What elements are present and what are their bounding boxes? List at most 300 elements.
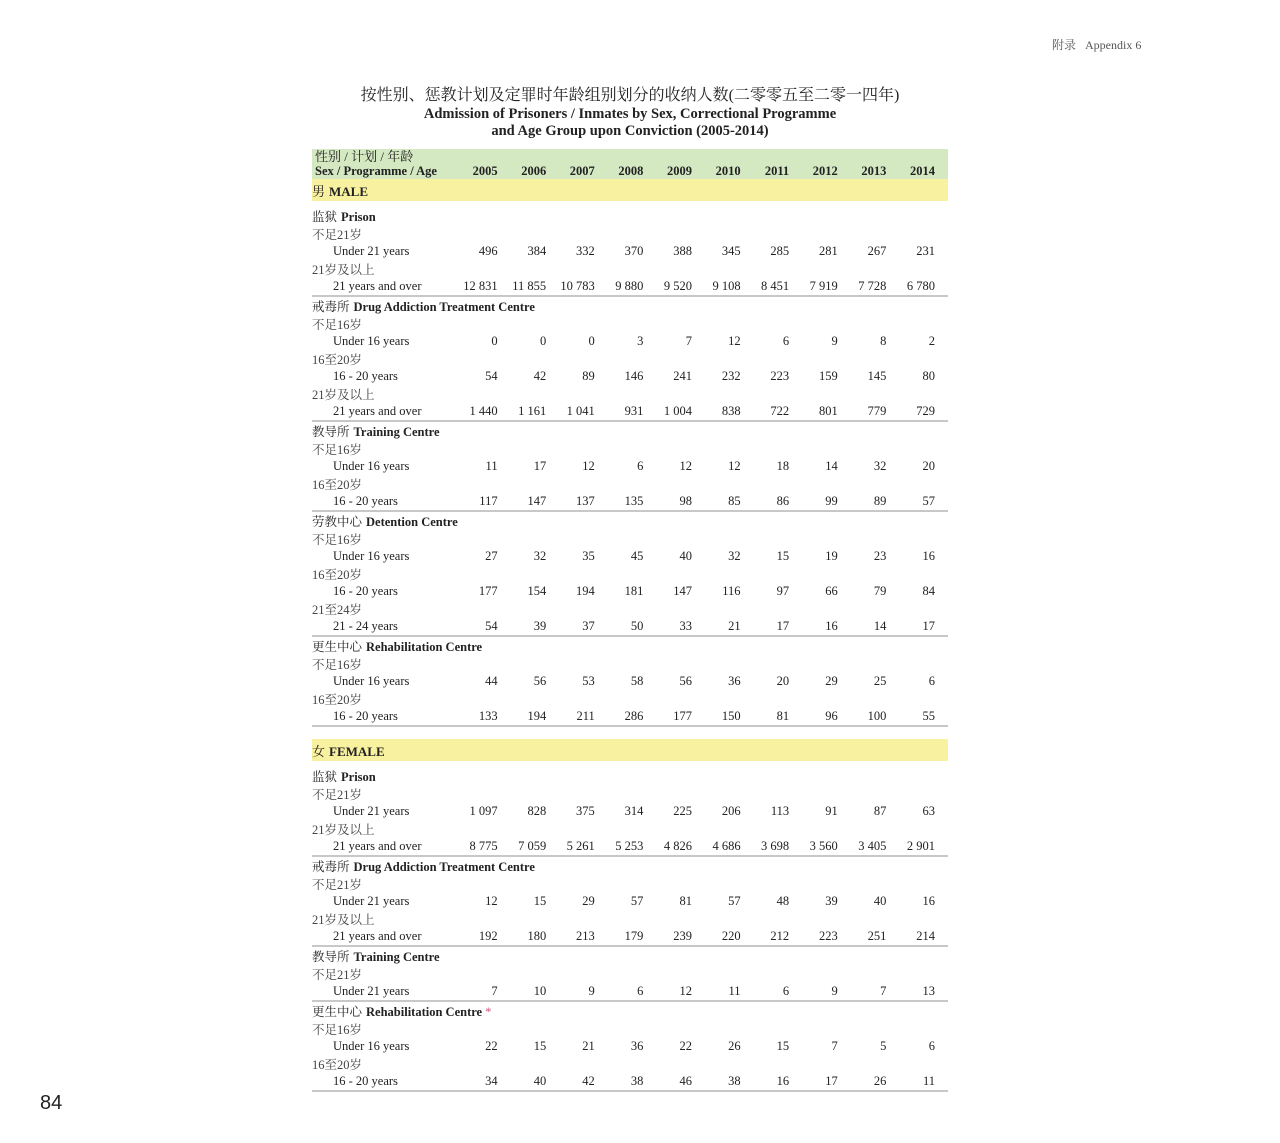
- header-year-2008: 2008: [618, 164, 644, 178]
- value-cell-2013: 32: [873, 459, 887, 473]
- value-cell-2009: 147: [673, 584, 692, 598]
- sex-section-label: [312, 179, 948, 201]
- value-cell-2009: 33: [656, 618, 705, 636]
- value-cell-2008: 146: [624, 369, 644, 383]
- value-cell-2008: 58: [630, 674, 644, 688]
- value-cell-2012: 159: [819, 369, 838, 383]
- value-cell-2010: 32: [728, 549, 741, 563]
- programme-row: [312, 636, 948, 655]
- age-group-cn-row: [312, 350, 948, 368]
- programme-label-cn: 劳教中心: [312, 515, 363, 529]
- sex-label-cn: 男: [312, 183, 326, 199]
- age-group-en: Under 16 years: [333, 1039, 410, 1053]
- value-cell-2005: 133: [462, 708, 511, 726]
- value-cell-2005: 44: [485, 674, 498, 688]
- value-cell-2006: 42: [533, 369, 547, 383]
- value-cell-2012: 66: [825, 584, 838, 598]
- table-row: [312, 243, 948, 260]
- value-cell-2008: 135: [608, 493, 657, 511]
- value-cell-2007: 5 261: [559, 838, 608, 856]
- value-cell-2014: 55: [899, 708, 948, 726]
- value-cell-2010: 38: [705, 1073, 754, 1091]
- age-group-cn: 21岁及以上: [312, 913, 375, 927]
- programme-row: [312, 1001, 948, 1020]
- value-cell-2012: 29: [825, 674, 838, 688]
- value-cell-2009: 40: [679, 549, 692, 563]
- programme-row: [312, 511, 948, 530]
- value-cell-2010: 85: [705, 493, 754, 511]
- header-year-2006: 2006: [521, 164, 547, 178]
- programme-row: [312, 946, 948, 965]
- age-group-cn-row: [312, 820, 948, 838]
- programme-label-cn: 戒毒所: [312, 300, 350, 314]
- value-cell-2012: 3 560: [802, 838, 851, 856]
- value-cell-2007: 89: [582, 369, 595, 383]
- programme-label: [312, 296, 948, 315]
- value-cell-2008: 286: [608, 708, 657, 726]
- programme-label-cn: 更生中心: [312, 1005, 363, 1019]
- value-cell-2007: 35: [582, 549, 595, 563]
- value-cell-2013: 23: [873, 549, 887, 563]
- age-group-cn: 21至24岁: [312, 603, 363, 617]
- value-cell-2012: 16: [802, 618, 851, 636]
- table-row: [312, 583, 948, 600]
- table-row: [312, 838, 948, 856]
- value-cell-2011: 16: [754, 1073, 803, 1091]
- value-cell-2007: 332: [576, 244, 595, 258]
- value-cell-2006: 384: [527, 244, 547, 258]
- value-cell-2014: 729: [899, 403, 948, 421]
- header-year-2009: 2009: [666, 164, 692, 178]
- value-cell-2011: 285: [770, 244, 790, 258]
- value-cell-2011: 6: [754, 983, 803, 1001]
- table-header-row: [312, 149, 948, 179]
- value-cell-2014: 57: [899, 493, 948, 511]
- age-group-cn-row: [312, 475, 948, 493]
- value-cell-2010: 4 686: [705, 838, 754, 856]
- value-cell-2014: 214: [899, 928, 948, 946]
- value-cell-2007: 42: [559, 1073, 608, 1091]
- value-cell-2012: 281: [819, 244, 838, 258]
- value-cell-2007: 29: [582, 894, 595, 908]
- value-cell-2013: 100: [851, 708, 900, 726]
- value-cell-2014: 6: [928, 674, 935, 688]
- age-group-cn: 不足16岁: [312, 318, 363, 332]
- value-cell-2013: 7: [851, 983, 900, 1001]
- value-cell-2009: 12: [656, 983, 705, 1001]
- age-group-cn: 不足16岁: [312, 658, 363, 672]
- age-group-cn-row: [312, 690, 948, 708]
- age-group-cn: 16至20岁: [312, 353, 363, 367]
- value-cell-2012: 14: [825, 459, 838, 473]
- value-cell-2009: 12: [679, 459, 692, 473]
- value-cell-2014: 84: [922, 584, 935, 598]
- value-cell-2008: 370: [624, 244, 644, 258]
- programme-label: [312, 767, 948, 785]
- age-group-cn-row: [312, 530, 948, 548]
- value-cell-2013: 40: [873, 894, 887, 908]
- programme-label-en: Prison: [341, 770, 376, 784]
- value-cell-2007: 0: [588, 334, 595, 348]
- programme-label: [312, 946, 948, 965]
- table-row: [312, 673, 948, 690]
- value-cell-2013: 89: [851, 493, 900, 511]
- value-cell-2012: 9: [802, 983, 851, 1001]
- table-row: [312, 333, 948, 350]
- value-cell-2013: 79: [873, 584, 887, 598]
- header-year-2005: 2005: [472, 164, 498, 178]
- value-cell-2005: 27: [485, 549, 498, 563]
- age-group-cn-row: [312, 260, 948, 278]
- value-cell-2013: 3 405: [851, 838, 900, 856]
- value-cell-2008: 314: [624, 804, 644, 818]
- value-cell-2011: 15: [776, 549, 790, 563]
- value-cell-2011: 212: [754, 928, 803, 946]
- value-cell-2013: 267: [867, 244, 887, 258]
- value-cell-2005: 1 097: [469, 804, 498, 818]
- age-group-cn: 不足21岁: [312, 878, 363, 892]
- value-cell-2011: 8 451: [754, 278, 803, 296]
- programme-label-en: Detention Centre: [366, 515, 458, 529]
- age-group-en: 21 years and over: [312, 928, 462, 946]
- age-group-cn-row: [312, 875, 948, 893]
- value-cell-2012: 801: [802, 403, 851, 421]
- value-cell-2014: 63: [922, 804, 935, 818]
- value-cell-2010: 12: [728, 459, 741, 473]
- programme-label-cn: 教导所: [312, 425, 350, 439]
- value-cell-2013: 25: [873, 674, 887, 688]
- value-cell-2010: 150: [705, 708, 754, 726]
- value-cell-2011: 113: [770, 804, 790, 818]
- programme-label: [312, 636, 948, 655]
- programme-row: [312, 207, 948, 225]
- value-cell-2006: 10: [511, 983, 560, 1001]
- value-cell-2011: 6: [782, 334, 790, 348]
- value-cell-2012: 96: [802, 708, 851, 726]
- value-cell-2005: 192: [462, 928, 511, 946]
- sex-label-cn: 女: [312, 743, 326, 759]
- programme-label-en: Training Centre: [353, 425, 440, 439]
- title-english-line1: Admission of Prisoners / Inmates by Sex, Correctional Programme: [423, 106, 837, 122]
- age-group-cn: 不足21岁: [312, 228, 363, 242]
- appendix-label: [1052, 36, 1141, 53]
- age-group-cn: 21岁及以上: [312, 388, 375, 402]
- age-group-en: Under 16 years: [333, 459, 410, 473]
- value-cell-2010: 12: [728, 334, 741, 348]
- value-cell-2005: 496: [478, 244, 498, 258]
- value-cell-2008: 181: [624, 584, 644, 598]
- age-group-cn: 16至20岁: [312, 478, 363, 492]
- value-cell-2012: 17: [802, 1073, 851, 1091]
- header-year-2007: 2007: [569, 164, 595, 178]
- value-cell-2006: 194: [511, 708, 560, 726]
- age-group-en: Under 21 years: [333, 804, 410, 818]
- table-row: [312, 893, 948, 910]
- age-group-cn-row: [312, 910, 948, 928]
- value-cell-2007: 1 041: [559, 403, 608, 421]
- value-cell-2012: 91: [825, 804, 838, 818]
- table-row: [312, 493, 948, 511]
- value-cell-2005: 0: [491, 334, 498, 348]
- value-cell-2012: 9: [831, 334, 838, 348]
- age-group-cn-row: [312, 1020, 948, 1038]
- value-cell-2009: 388: [673, 244, 692, 258]
- value-cell-2012: 7: [831, 1039, 838, 1053]
- table-row: [312, 708, 948, 726]
- age-group-en: 21 years and over: [312, 838, 462, 856]
- value-cell-2013: 14: [851, 618, 900, 636]
- programme-row: [312, 296, 948, 315]
- value-cell-2005: 8 775: [462, 838, 511, 856]
- value-cell-2013: 5: [880, 1039, 887, 1053]
- value-cell-2010: 232: [721, 369, 741, 383]
- age-group-en: Under 21 years: [333, 894, 410, 908]
- value-cell-2009: 225: [673, 804, 692, 818]
- value-cell-2005: 117: [462, 493, 511, 511]
- header-year-2011: 2011: [764, 164, 790, 178]
- value-cell-2007: 137: [559, 493, 608, 511]
- programme-row: [312, 421, 948, 440]
- value-cell-2014: 13: [899, 983, 948, 1001]
- header-year-2012: 2012: [812, 164, 838, 178]
- programme-row: [312, 856, 948, 875]
- value-cell-2011: 17: [754, 618, 803, 636]
- value-cell-2013: 251: [851, 928, 900, 946]
- value-cell-2011: 18: [776, 459, 790, 473]
- value-cell-2011: 97: [776, 584, 790, 598]
- value-cell-2006: 11 855: [511, 278, 560, 296]
- admissions-table: [312, 149, 948, 1092]
- header-label-en: Sex / Programme / Age: [315, 164, 437, 178]
- value-cell-2007: 12: [582, 459, 595, 473]
- appendix-label-cn: 附录: [1052, 38, 1077, 52]
- value-cell-2006: 40: [511, 1073, 560, 1091]
- programme-label-en: Rehabilitation Centre: [366, 1005, 483, 1019]
- value-cell-2007: 9: [559, 983, 608, 1001]
- programme-label-cn: 监狱: [312, 770, 338, 784]
- value-cell-2010: 220: [705, 928, 754, 946]
- value-cell-2011: 223: [770, 369, 790, 383]
- value-cell-2007: 375: [576, 804, 595, 818]
- table-row: [312, 368, 948, 385]
- programme-label-en: Drug Addiction Treatment Centre: [353, 300, 535, 314]
- value-cell-2006: 32: [533, 549, 547, 563]
- value-cell-2006: 1 161: [511, 403, 560, 421]
- programme-label: [312, 1001, 948, 1020]
- value-cell-2006: 0: [539, 334, 547, 348]
- age-group-cn-row: [312, 385, 948, 403]
- value-cell-2009: 9 520: [656, 278, 705, 296]
- value-cell-2009: 81: [679, 894, 692, 908]
- value-cell-2014: 17: [899, 618, 948, 636]
- age-group-en: 21 years and over: [312, 278, 462, 296]
- table-row: [312, 1073, 948, 1091]
- value-cell-2014: 6 780: [899, 278, 948, 296]
- value-cell-2010: 345: [721, 244, 741, 258]
- programme-label: [312, 207, 948, 225]
- value-cell-2013: 87: [873, 804, 887, 818]
- programme-label-cn: 监狱: [312, 210, 338, 224]
- table-body: [312, 179, 948, 1091]
- age-group-en: 16 - 20 years: [312, 493, 462, 511]
- title-english-line2: and Age Group upon Conviction (2005-2014): [491, 123, 769, 139]
- value-cell-2011: 20: [776, 674, 790, 688]
- value-cell-2009: 7: [685, 334, 692, 348]
- header-year-2010: 2010: [715, 164, 741, 178]
- value-cell-2009: 56: [679, 674, 692, 688]
- age-group-en: 21 years and over: [312, 403, 462, 421]
- header-label-cn: 性别 / 计划 / 年龄: [315, 149, 414, 164]
- table-row: [312, 1038, 948, 1055]
- age-group-en: Under 16 years: [333, 334, 410, 348]
- value-cell-2007: 21: [582, 1039, 595, 1053]
- value-cell-2007: 10 783: [559, 278, 608, 296]
- value-cell-2005: 54: [462, 618, 511, 636]
- programme-row: [312, 767, 948, 785]
- table-row: [312, 618, 948, 636]
- value-cell-2012: 7 919: [802, 278, 851, 296]
- value-cell-2008: 6: [608, 983, 657, 1001]
- value-cell-2006: 147: [511, 493, 560, 511]
- sex-section-female: [312, 739, 948, 761]
- value-cell-2014: 16: [922, 549, 935, 563]
- header-label-cell: [312, 149, 462, 179]
- spacer-cell: [312, 726, 948, 739]
- value-cell-2014: 11: [899, 1073, 948, 1091]
- value-cell-2010: 838: [705, 403, 754, 421]
- table-title-block: [312, 86, 948, 140]
- table-row: [312, 278, 948, 296]
- programme-label: [312, 511, 948, 530]
- page-number: 84: [40, 1092, 63, 1114]
- value-cell-2007: 194: [576, 584, 595, 598]
- programme-label-en: Rehabilitation Centre: [366, 640, 483, 654]
- age-group-cn-row: [312, 315, 948, 333]
- value-cell-2014: 20: [922, 459, 935, 473]
- value-cell-2008: 38: [608, 1073, 657, 1091]
- age-group-en: Under 16 years: [333, 549, 410, 563]
- value-cell-2010: 206: [721, 804, 741, 818]
- age-group-cn: 不足21岁: [312, 788, 363, 802]
- value-cell-2006: 180: [511, 928, 560, 946]
- value-cell-2006: 17: [533, 459, 547, 473]
- footnote-marker: *: [485, 1005, 492, 1019]
- age-group-en: 21 - 24 years: [312, 618, 462, 636]
- value-cell-2013: 26: [851, 1073, 900, 1091]
- age-group-cn-row: [312, 565, 948, 583]
- section-spacer: [312, 726, 948, 739]
- value-cell-2010: 57: [728, 894, 741, 908]
- age-group-cn-row: [312, 600, 948, 618]
- value-cell-2006: 39: [511, 618, 560, 636]
- value-cell-2012: 39: [825, 894, 838, 908]
- value-cell-2007: 213: [559, 928, 608, 946]
- programme-label-en: Drug Addiction Treatment Centre: [353, 860, 535, 874]
- programme-label-cn: 更生中心: [312, 640, 363, 654]
- programme-label-cn: 教导所: [312, 950, 350, 964]
- value-cell-2011: 722: [754, 403, 803, 421]
- value-cell-2009: 98: [656, 493, 705, 511]
- value-cell-2014: 6: [928, 1039, 935, 1053]
- value-cell-2006: 7 059: [511, 838, 560, 856]
- value-cell-2005: 1 440: [462, 403, 511, 421]
- value-cell-2009: 1 004: [656, 403, 705, 421]
- age-group-cn-row: [312, 225, 948, 243]
- age-group-cn: 16至20岁: [312, 693, 363, 707]
- sex-section-male: [312, 179, 948, 201]
- programme-label-en: Training Centre: [353, 950, 440, 964]
- title-chinese: 按性别、惩教计划及定罪时年龄组别划分的收纳人数(二零零五至二零一四年): [360, 87, 900, 104]
- age-group-cn: 不足21岁: [312, 968, 363, 982]
- value-cell-2008: 50: [608, 618, 657, 636]
- value-cell-2007: 211: [559, 708, 608, 726]
- table-row: [312, 548, 948, 565]
- value-cell-2010: 116: [722, 584, 741, 598]
- age-group-cn: 不足16岁: [312, 533, 363, 547]
- value-cell-2008: 5 253: [608, 838, 657, 856]
- value-cell-2005: 177: [478, 584, 498, 598]
- value-cell-2006: 56: [533, 674, 547, 688]
- age-group-cn-row: [312, 440, 948, 458]
- age-group-cn-row: [312, 655, 948, 673]
- value-cell-2005: 12: [485, 894, 498, 908]
- value-cell-2008: 6: [637, 459, 644, 473]
- sex-label-en: MALE: [329, 183, 369, 199]
- table-row: [312, 403, 948, 421]
- value-cell-2014: 80: [922, 369, 935, 383]
- age-group-en: Under 21 years: [333, 244, 410, 258]
- value-cell-2014: 2: [928, 334, 935, 348]
- table-row: [312, 928, 948, 946]
- value-cell-2009: 22: [679, 1039, 692, 1053]
- sex-section-label: [312, 739, 948, 761]
- value-cell-2005: 11: [485, 459, 498, 473]
- age-group-en: 16 - 20 years: [312, 708, 462, 726]
- value-cell-2010: 11: [705, 983, 754, 1001]
- header-year-2013: 2013: [861, 164, 887, 178]
- value-cell-2008: 57: [630, 894, 644, 908]
- value-cell-2005: 12 831: [462, 278, 511, 296]
- age-group-cn: 21岁及以上: [312, 823, 375, 837]
- value-cell-2005: 7: [462, 983, 511, 1001]
- value-cell-2008: 9 880: [608, 278, 657, 296]
- value-cell-2009: 239: [656, 928, 705, 946]
- age-group-en: 16 - 20 years: [312, 1073, 462, 1091]
- sex-label-en: FEMALE: [329, 743, 385, 759]
- table-row: [312, 983, 948, 1001]
- age-group-en: 16 - 20 years: [333, 369, 398, 383]
- table-row: [312, 458, 948, 475]
- value-cell-2011: 86: [754, 493, 803, 511]
- age-group-cn: 16至20岁: [312, 1058, 363, 1072]
- value-cell-2005: 34: [462, 1073, 511, 1091]
- value-cell-2012: 19: [825, 549, 838, 563]
- value-cell-2006: 15: [533, 1039, 547, 1053]
- value-cell-2006: 154: [527, 584, 547, 598]
- value-cell-2008: 36: [630, 1039, 644, 1053]
- value-cell-2008: 931: [608, 403, 657, 421]
- age-group-cn-row: [312, 965, 948, 983]
- value-cell-2005: 22: [485, 1039, 498, 1053]
- value-cell-2007: 53: [582, 674, 595, 688]
- appendix-label-en: Appendix 6: [1085, 38, 1142, 52]
- value-cell-2007: 37: [559, 618, 608, 636]
- value-cell-2011: 3 698: [754, 838, 803, 856]
- value-cell-2011: 81: [754, 708, 803, 726]
- value-cell-2009: 241: [673, 369, 692, 383]
- programme-label: [312, 856, 948, 875]
- value-cell-2006: 828: [527, 804, 547, 818]
